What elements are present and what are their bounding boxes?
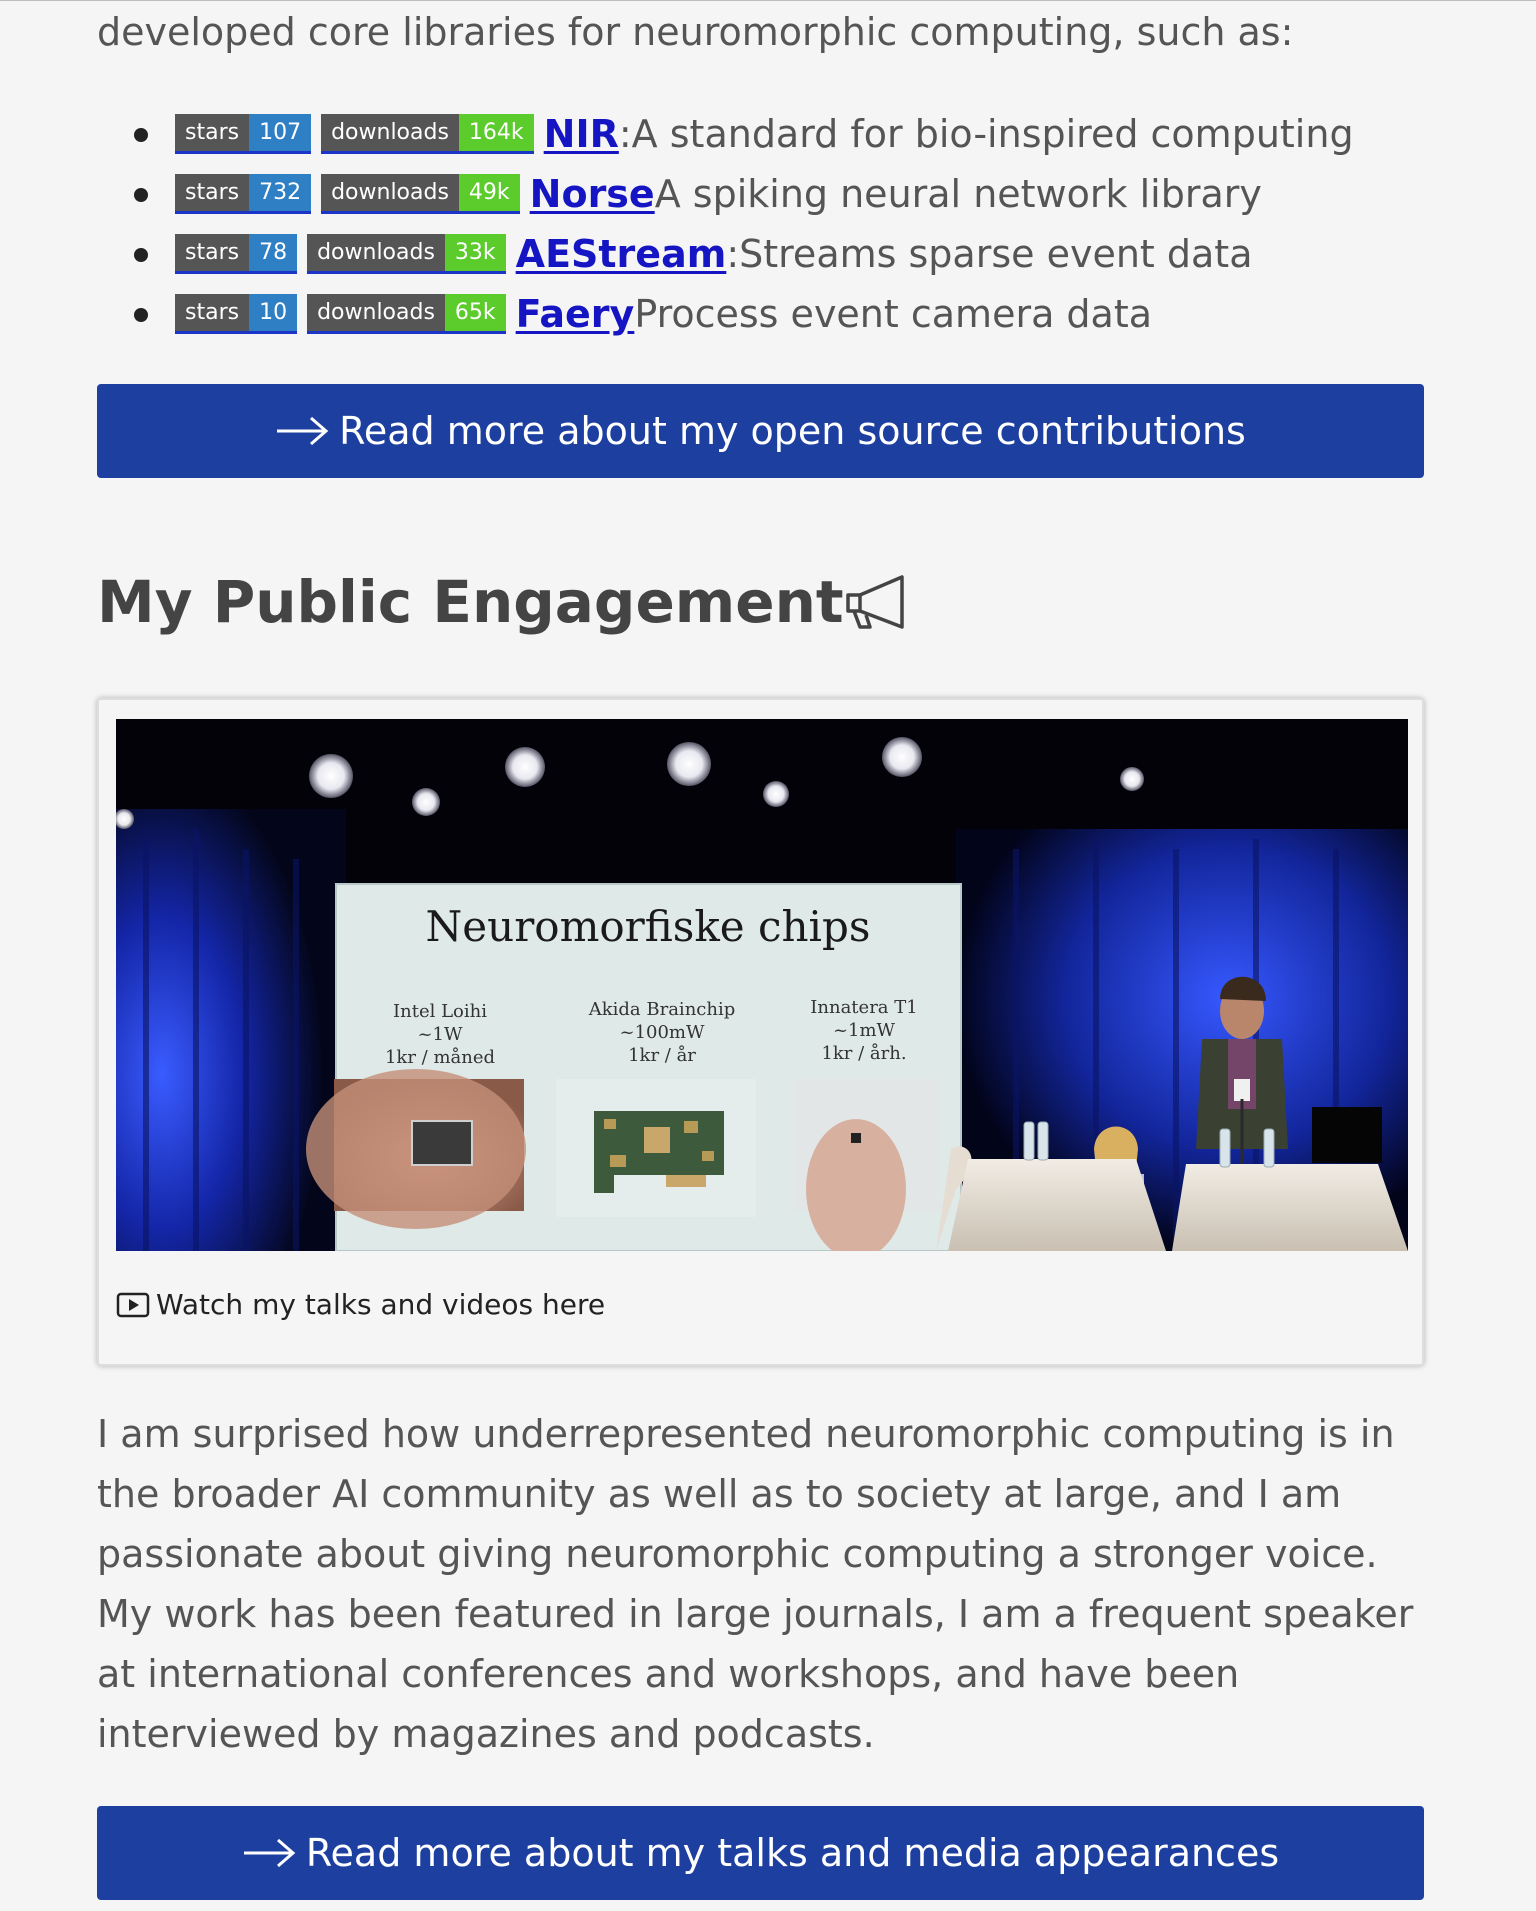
arrow-right-icon [242,1838,296,1868]
list-item-norse [97,164,1354,224]
talk-photo[interactable] [116,719,1408,1251]
library-description: A standard for bio-inspired computing [631,112,1354,156]
top-divider [0,0,1536,1]
library-description: Process event camera data [634,292,1153,336]
svg-text:Innatera T1: Innatera T1 [810,997,918,1018]
library-description: Streams sparse event data [739,232,1253,276]
stage-photo-illustration [116,719,1408,1251]
svg-text:1kr / år: 1kr / år [628,1045,696,1066]
stars-count: 107 [249,114,311,151]
list-item-nir: stars 107 downloads 164k NIR : A standard for bio-inspired computing [97,104,1354,164]
downloads-badge[interactable]: downloads 49k [321,174,520,214]
downloads-count: 49k [459,174,520,211]
svg-text:1kr / måned: 1kr / måned [384,1047,496,1068]
library-description: A spiking neural network library [654,172,1262,216]
open-source-contributions-button[interactable] [97,384,1424,478]
svg-text:~1W: ~1W [417,1024,463,1045]
stars-badge[interactable]: stars 732 [175,174,311,214]
section-title: My Public Engagement [97,566,910,638]
library-link-aestream[interactable]: AEStream [515,232,727,276]
talk-card [97,698,1424,1366]
library-list [97,104,1354,344]
bullet-icon [134,308,148,322]
engagement-paragraph: I am surprised how underrepresented neuromorphic computing is in the broader AI community as well as to society at large, and I am passionate about giving neuromorphic computing a stronger voice. My work has been featured in large journals, I am a frequent speaker at international conferences and workshops, and have been interviewed by magazines and podcasts. [97,1412,1414,1756]
stars-count: 10 [249,294,297,331]
megaphone-icon [844,573,910,631]
svg-text:Akida Brainchip: Akida Brainchip [588,999,736,1020]
svg-text:~1mW: ~1mW [832,1020,896,1041]
bullet-icon [134,188,148,202]
library-link-faery[interactable]: Faery [515,292,635,336]
library-link-nir[interactable]: NIR [543,112,619,156]
arrow-right-icon [275,416,329,446]
button-label: Read more about my open source contributions [339,409,1246,453]
list-item-faery [97,284,1354,344]
play-icon [116,1292,150,1318]
stars-badge[interactable]: stars 107 [175,114,311,154]
watch-talks-link[interactable]: Watch my talks and videos here [116,1288,605,1321]
stars-badge[interactable]: stars 10 [175,294,297,334]
svg-text:Intel Loihi: Intel Loihi [393,1001,487,1022]
svg-text:~100mW: ~100mW [619,1022,705,1043]
slide-title: Neuromorfiske chips [425,902,871,951]
button-label: Read more about my talks and media appearances [305,1831,1280,1875]
intro-text: developed core libraries for neuromorphic computing, such as: [97,10,1294,54]
downloads-count: 164k [459,114,534,151]
library-link-norse[interactable]: Norse [529,172,655,216]
downloads-badge[interactable]: downloads 65k [307,294,506,334]
list-item-aestream: stars 78 downloads 33k AEStream : Streams sparse event data [97,224,1354,284]
talks-media-button[interactable] [97,1806,1424,1900]
bullet-icon [134,248,148,262]
downloads-count: 65k [445,294,506,331]
downloads-badge[interactable]: downloads 164k [321,114,534,154]
downloads-count: 33k [445,234,506,271]
stars-count: 732 [249,174,311,211]
svg-text:1kr / årh.: 1kr / årh. [821,1043,907,1064]
stars-count: 78 [249,234,297,271]
bullet-icon [134,128,148,142]
downloads-badge[interactable]: downloads 33k [307,234,506,274]
stars-badge[interactable]: stars 78 [175,234,297,274]
